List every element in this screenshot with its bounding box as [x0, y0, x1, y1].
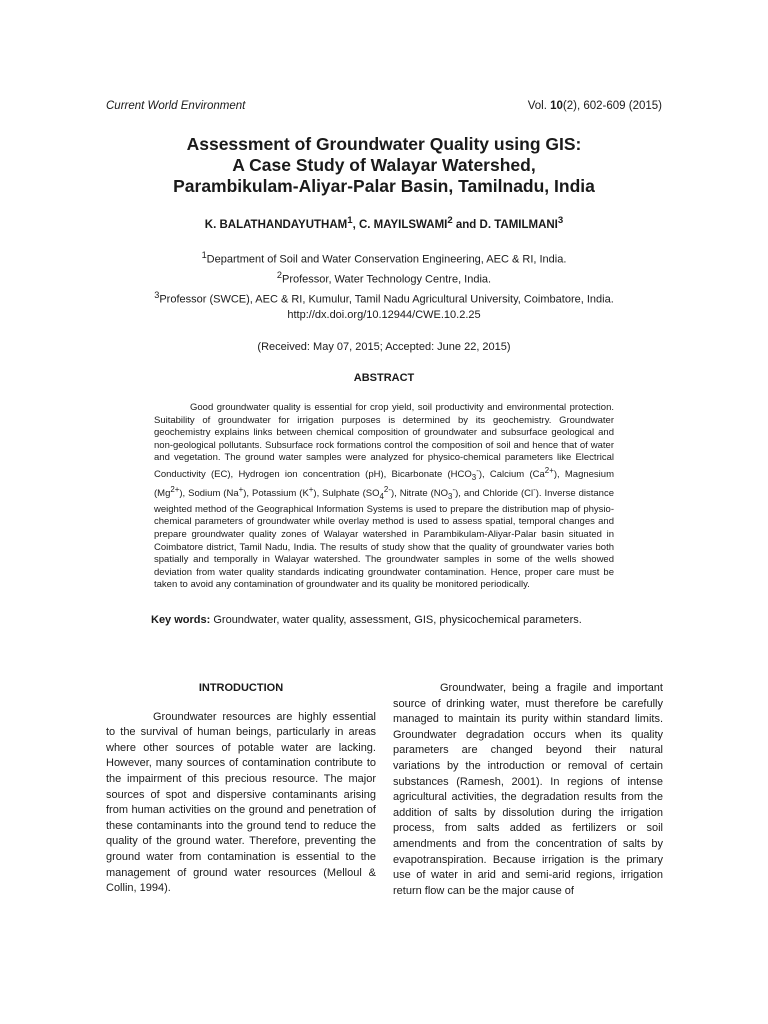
abstract-text: Good groundwater quality is essential for crop yield, soil productivity and environmental protection. Suitability of groundwater for irrigation purposes is determined by its geochemistry. Groundwater geochemistry explains links between chemical composition of groundwater and subsurface geological and non-geological pollutants. Subsurface rock formations control the composition of soil and hence that of water and vegetation. The ground water samples were analyzed for physico-chemical parameters like Electrical Conductivity (EC), Hydrogen ion concentration (pH), Bicarbonate (HCO [154, 402, 614, 480]
author-2: , C. MAYILSWAMI [352, 218, 448, 231]
volume-prefix: Vol. [527, 100, 551, 112]
volume-number: 10 [550, 100, 563, 112]
keywords-label: Key words: [151, 614, 211, 626]
abstract-superscript: - [476, 465, 479, 475]
abstract-superscript: - [452, 485, 456, 495]
received-dates: (Received: May 07, 2015; Accepted: June 22, 2015) [257, 341, 511, 353]
abstract-text: ), Nitrate (NO [390, 488, 449, 500]
affiliation-2-mark: 2 [276, 270, 282, 281]
abstract-body [154, 402, 614, 592]
left-column [106, 681, 376, 897]
abstract-text: ), and Chloride (Cl [455, 488, 534, 500]
author-list [80, 215, 688, 231]
affiliation-1-text: Department of Soil and Water Conservation Engineering, AEC & RI, India. [206, 253, 567, 266]
author-1: K. BALATHANDAYUTHAM [204, 218, 348, 231]
doi-link[interactable]: http://dx.doi.org/10.12944/CWE.10.2.25 [287, 309, 481, 321]
abstract-text: ). Inverse distance weighted method of the Geographical Information Systems is used to prepare the distribution map of physio-chemical parameters of groundwater while overlay method is used to assess spatial, temporal changes and prepare groundwater quality zones of Walayar watershed in Parambikulam-Aliyar-Palar basin situated in Coimbatore district, Tamil Nadu, India. The results of study show that the quality of groundwater varies both spatially and temporally in Walayar watershed. The groundwater samples in some of the wells showed deviation from water quality standards indicating groundwater contamination. Hence, proper care must be taken to avoid any contamination of groundwater and its quality be monitored periodically. [154, 488, 614, 591]
affiliation-3 [80, 288, 688, 308]
abstract-superscript: - [533, 485, 536, 495]
abstract-subscript: 3 [471, 472, 477, 482]
title-line-1: Assessment of Groundwater Quality using GIS: [186, 134, 582, 154]
intro-paragraph-1: Groundwater resources are highly essential to the survival of human beings, particularly in areas where other sources of potable water are lacking. However, many sources of contamination contribute to the impairment of this precious resource. The major sources of spot and dispersive contaminants arising from human activities on the ground and penetration of these contaminants into the ground tend to reduce the quality of the ground water. Therefore, preventing the ground water from contamination is essential to the management of ground water resources (Melloul & Collin, 1994). [106, 710, 376, 895]
right-column [393, 681, 663, 899]
abstract-text: ), Sodium (Na [179, 488, 239, 500]
running-header [106, 100, 662, 112]
abstract-text: ), Calcium (Ca [478, 468, 545, 480]
abstract-superscript: 2+ [170, 485, 180, 495]
abstract-subscript: 4 [379, 492, 384, 502]
abstract-text: ), Magnesium (Mg [154, 468, 614, 500]
abstract-superscript: + [308, 485, 314, 495]
author-3: and D. TAMILMANI [452, 218, 558, 231]
keywords [151, 614, 631, 626]
affiliation-2 [80, 268, 688, 288]
affiliation-3-text: Professor (SWCE), AEC & RI, Kumulur, Tamil Nadu Agricultural University, Coimbatore, India. [159, 293, 614, 306]
intro-paragraph-2: Groundwater, being a fragile and important source of drinking water, must therefore be carefully managed to maintain its purity within standard limits. Groundwater degradation occurs when its quality parameters are changed beyond their natural variations by the introduction or removal of certain substances (Ramesh, 2001). In regions of intense agricultural activities, the degradation results from the addition of salts by dissolution during the irrigation process, from salts added as fertilizers or soil amendments and from the concentration of salts by evapotranspiration. Because irrigation is the primary use of water in arid and semi-arid regions, irrigation return flow can be the major cause of [393, 682, 663, 897]
abstract-superscript: + [238, 485, 244, 495]
author-2-affil-mark: 2 [447, 215, 453, 226]
keywords-text: Groundwater, water quality, assessment, GIS, physicochemical parameters. [210, 614, 582, 626]
abstract-text: ), Sulphate (SO [313, 488, 380, 500]
abstract-text: ), Potassium (K [243, 488, 309, 500]
author-1-affil-mark: 1 [347, 215, 353, 226]
journal-name: Current World Environment [106, 100, 246, 112]
title-line-3: Parambikulam-Aliyar-Palar Basin, Tamilnadu, India [173, 176, 595, 196]
affiliation-3-mark: 3 [154, 290, 160, 301]
section-heading-introduction: INTRODUCTION [198, 682, 284, 694]
author-3-affil-mark: 3 [557, 215, 564, 226]
abstract-subscript: 3 [448, 492, 453, 502]
title-line-2: A Case Study of Walayar Watershed, [232, 155, 536, 175]
affiliation-1 [80, 248, 688, 268]
volume-suffix: (2), 602-609 (2015) [562, 100, 662, 112]
affiliation-1-mark: 1 [201, 250, 207, 260]
affiliation-2-text: Professor, Water Technology Centre, India. [281, 273, 492, 286]
affiliations [80, 248, 688, 308]
abstract-heading: ABSTRACT [353, 372, 415, 384]
abstract-superscript: 2+ [544, 465, 554, 475]
paper-title [80, 134, 688, 197]
volume-info [528, 100, 662, 112]
abstract-superscript: 2- [383, 485, 391, 495]
